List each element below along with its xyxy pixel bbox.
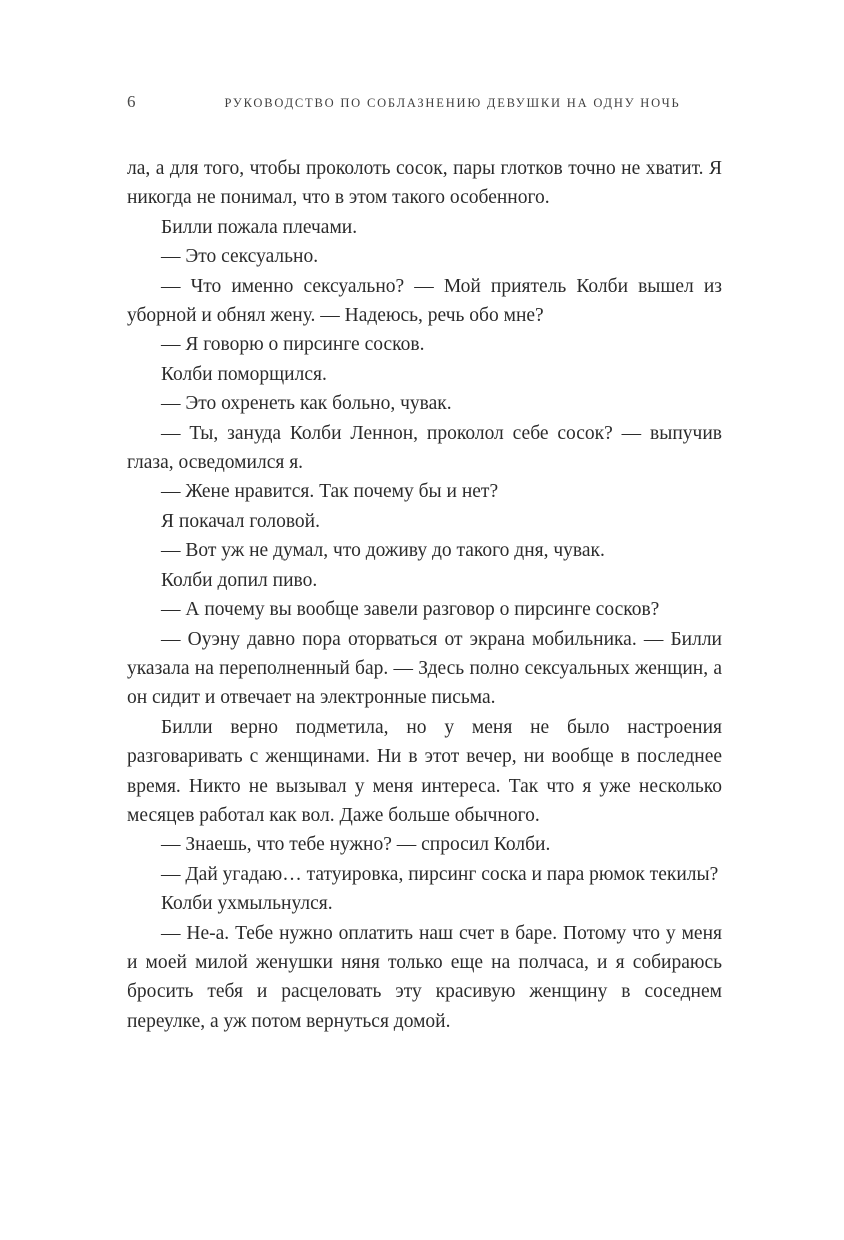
paragraph: Колби ухмыльнулся. bbox=[161, 893, 333, 915]
page-body bbox=[127, 154, 722, 1036]
paragraph: Колби допил пиво. bbox=[161, 569, 318, 591]
paragraph: — Жене нравится. Так почему бы и нет? bbox=[161, 481, 499, 503]
running-title: РУКОВОДСТВО ПО СОБЛАЗНЕНИЮ ДЕВУШКИ НА ОДНУ НОЧЬ bbox=[224, 96, 681, 110]
paragraph: — Это охренеть как больно, чувак. bbox=[161, 393, 452, 415]
paragraph: — Вот уж не думал, что доживу до такого дня, чувак. bbox=[161, 540, 605, 562]
paragraph: — Не-а. Тебе нужно оплатить наш счет в баре. Потому что у меня и моей милой женушки няня только еще на полчаса, и я собираюсь бросить тебя и расцеловать эту красивую женщину в соседнем переулке, а уж потом вернуться домой. bbox=[127, 922, 722, 1032]
paragraph: — Оуэну давно пора оторваться от экрана мобильника. — Билли указала на переполненный бар. — Здесь полно сексуальных женщин, а он сидит и отвечает на электронные письма. bbox=[127, 628, 722, 709]
paragraph: — А почему вы вообще завели разговор о пирсинге сосков? bbox=[161, 599, 660, 621]
paragraph: ла, а для того, чтобы проколоть сосок, пары глотков точно не хватит. Я никогда не понимал, что в этом такого особенного. bbox=[127, 158, 722, 209]
page-number: 6 bbox=[127, 92, 136, 111]
paragraph: Билли пожала плечами. bbox=[161, 216, 358, 238]
page-header bbox=[127, 92, 722, 112]
paragraph: — Это сексуально. bbox=[161, 246, 319, 268]
paragraph: Билли верно подметила, но у меня не было настроения разговаривать с женщинами. Ни в этот вечер, ни вообще в последнее время. Никто не вызывал у меня интереса. Так что я уже несколько месяцев работал как вол. Даже больше обычного. bbox=[127, 716, 722, 826]
paragraph: — Знаешь, что тебе нужно? — спросил Колби. bbox=[161, 834, 551, 856]
paragraph: Я покачал головой. bbox=[161, 510, 320, 532]
paragraph: — Что именно сексуально? — Мой приятель Колби вышел из уборной и обнял жену. — Надеюсь, речь обо мне? bbox=[127, 275, 722, 327]
paragraph: — Я говорю о пирсинге сосков. bbox=[161, 334, 425, 356]
paragraph: Колби поморщился. bbox=[161, 363, 327, 385]
paragraph: — Дай угадаю… татуировка, пирсинг соска и пара рюмок текилы? bbox=[161, 863, 719, 885]
paragraph: — Ты, зануда Колби Леннон, проколол себе сосок? — выпучив глаза, осведомился я. bbox=[127, 422, 722, 474]
